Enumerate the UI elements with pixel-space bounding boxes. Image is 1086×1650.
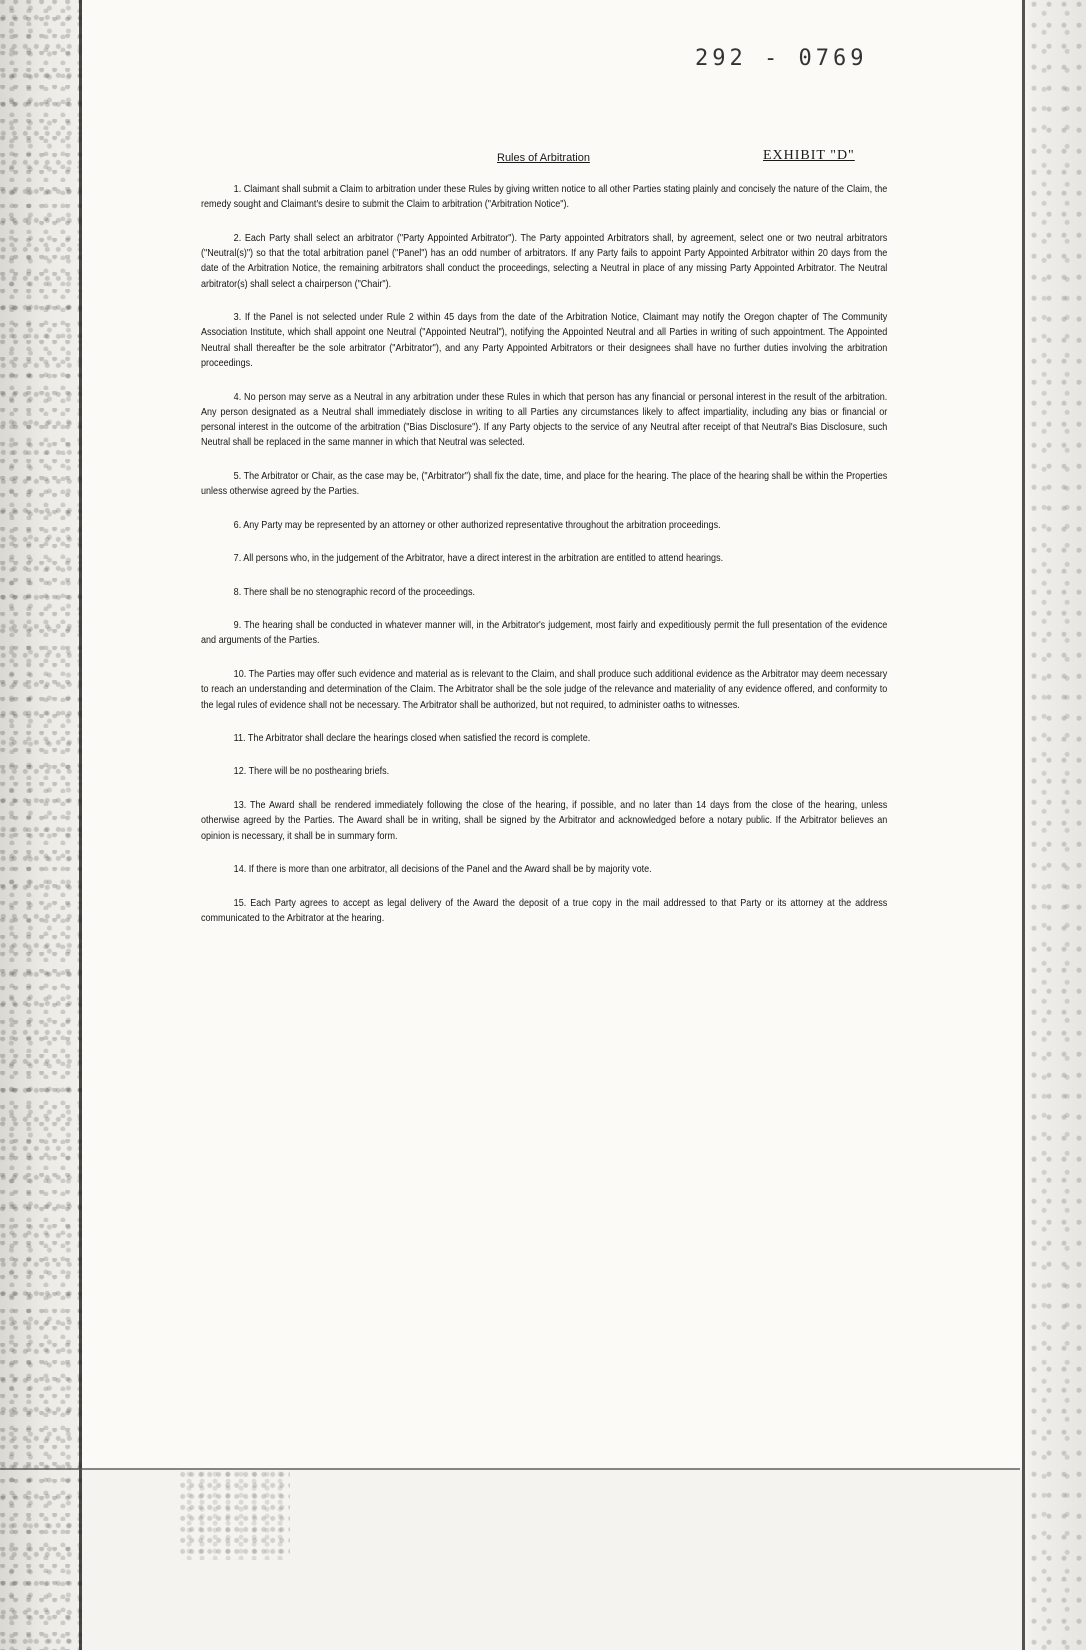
page-bottom-edge (0, 1468, 1020, 1470)
rule-5: 5. The Arbitrator or Chair, as the case may be, ("Arbitrator") shall fix the date, time, and place for the hearing. The place of the hearing shall be within the Properties unless otherwise agreed by the Parties. (201, 469, 888, 498)
rule-12: 12. There will be no posthearing briefs. (233, 765, 390, 778)
page-right-edge (1022, 0, 1025, 1650)
rule-7: 7. All persons who, in the judgement of the Arbitrator, have a direct interest in the arbitration are entitled to attend hearings. (233, 552, 724, 565)
rule-8: 8. There shall be no stenographic record of the proceedings. (233, 585, 475, 598)
document-title: Rules of Arbitration (497, 152, 590, 164)
rule-14: 14. If there is more than one arbitrator, all decisions of the Panel and the Award shall be by majority vote. (233, 863, 652, 876)
rule-2: 2. Each Party shall select an arbitrator ("Party Appointed Arbitrator"). The Party appointed Arbitrators shall, by agreement, select one or two neutral arbitrators ("Neutral(s)") so that the total arbitration panel ("Panel") has an odd number of arbitrators. If any Party fails to appoint Party Appointed Arbitrator within 20 days from the date of the Arbitration Notice, the remaining arbitrators shall conduct the proceedings, selecting a Neutral in place of any missing Party Appointed Arbitrator. The Neutral arbitrator(s) shall select a chairperson ("Chair"). (201, 231, 888, 290)
page-left-edge (79, 0, 82, 1650)
exhibit-label: EXHIBIT "D" (763, 148, 855, 163)
rules-body (201, 182, 887, 944)
document-number: 292 - 0769 (695, 46, 868, 71)
rule-4: 4. No person may serve as a Neutral in any arbitration under these Rules in which that person has any financial or personal interest in the result of the arbitration. Any person designated as a Neutral shall immediately disclose in writing to all Parties any circumstances likely to affect impartiality, including any bias or financial or personal interest in the outcome of the arbitration ("Bias Disclosure"). If any Party objects to the service of any Neutral after receipt of that Neutral's Bias Disclosure, such Neutral shall be replaced in the same manner in which that Neutral was selected. (201, 390, 888, 449)
rule-15: 15. Each Party agrees to accept as legal delivery of the Award the deposit of a true copy in the mail addressed to that Party or its attorney at the address communicated to the Arbitrator at the hearing. (201, 896, 888, 924)
rule-9: 9. The hearing shall be conducted in whatever manner will, in the Arbitrator's judgement, most fairly and expeditiously permit the full presentation of the evidence and arguments of the Parties. (201, 619, 888, 647)
scan-left-margin (0, 0, 82, 1650)
scan-right-margin (1028, 0, 1086, 1650)
rule-13: 13. The Award shall be rendered immediately following the close of the hearing, if possible, and no later than 14 days from the close of the hearing, unless otherwise agreed by the Parties. The Award shall be in writing, shall be signed by the Arbitrator and acknowledged before a notary public. If the Arbitrator believes an opinion is necessary, it shall be in summary form. (201, 798, 888, 842)
scan-noise (180, 1470, 290, 1560)
rule-1: 1. Claimant shall submit a Claim to arbitration under these Rules by giving written notice to all other Parties stating plainly and concisely the nature of the Claim, the remedy sought and Claimant's desire to submit the Claim to arbitration ("Arbitration Notice"). (201, 183, 888, 211)
rule-6: 6. Any Party may be represented by an attorney or other authorized representative throughout the arbitration proceedings. (233, 518, 721, 531)
rule-10: 10. The Parties may offer such evidence and material as is relevant to the Claim, and shall produce such additional evidence as the Arbitrator may deem necessary to reach an understanding and determination of the Claim. The Arbitrator shall be the sole judge of the relevance and materiality of any evidence offered, and conformity to the legal rules of evidence shall not be necessary. The Arbitrator shall be authorized, but not required, to administer oaths to witnesses. (201, 667, 888, 711)
rule-11: 11. The Arbitrator shall declare the hearings closed when satisfied the record is complete. (233, 732, 591, 744)
rule-3: 3. If the Panel is not selected under Rule 2 within 45 days from the date of the Arbitration Notice, Claimant may notify the Oregon chapter of The Community Association Institute, which shall appoint one Neutral ("Appointed Neutral"), notifying the Appointed Neutral and all Parties in writing of such appointment. The Appointed Neutral shall thereafter be the sole arbitrator ("Arbitrator"), and any Party Appointed Arbitrators or their designees shall have no further duties involving the arbitration proceedings. (201, 311, 888, 370)
